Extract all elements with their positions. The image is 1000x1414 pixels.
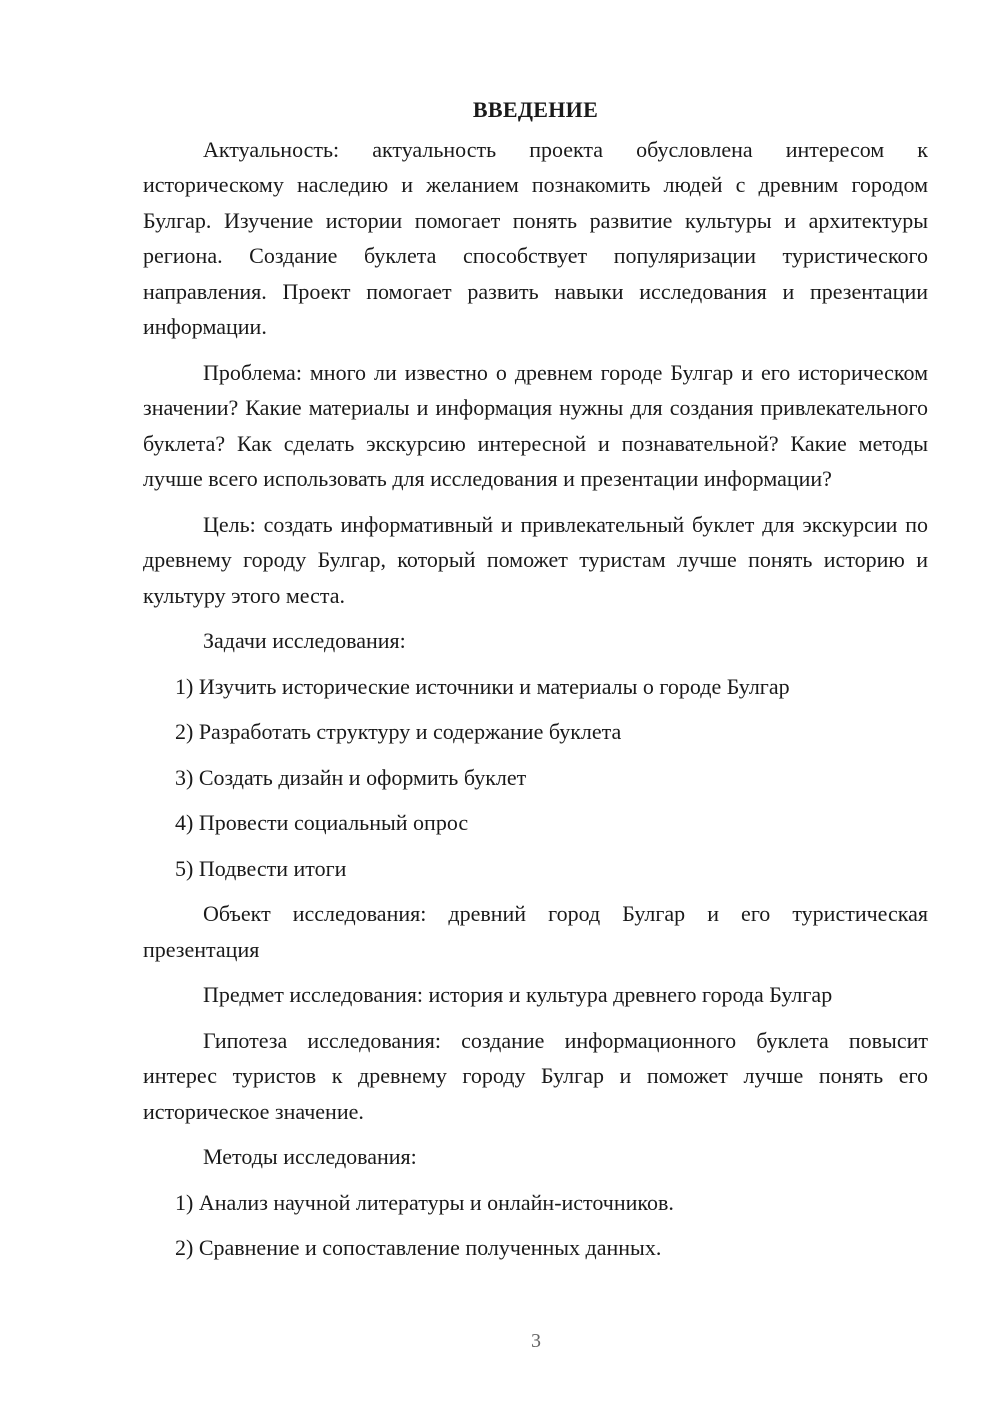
tasks-heading: Задачи исследования: (203, 628, 406, 653)
methods-heading: Методы исследования: (203, 1144, 417, 1169)
goal-paragraph: Цель: создать информативный и привлекательный буклет для экскурсии по древнему городу Булгар, который поможет туристам лучше понять историю и культуру этого места. (143, 511, 928, 608)
document-body (143, 92, 928, 1276)
task-item: 2) Разработать структуру и содержание буклета (175, 719, 622, 744)
subject-paragraph: Предмет исследования: история и культура древнего города Булгар (203, 982, 833, 1007)
task-item: 4) Провести социальный опрос (175, 810, 469, 835)
relevance-paragraph: Актуальность: актуальность проекта обусловлена интересом к историческому наследию и желанием познакомить людей с древним городом Булгар. Изучение истории помогает понять развитие культуры и архитектуры региона. Создание буклета способствует популяризации туристического направления. Проект помогает развить навыки исследования и презентации информации. (143, 136, 928, 339)
page-number: 3 (531, 1330, 541, 1352)
method-item: 1) Анализ научной литературы и онлайн-источников. (175, 1189, 674, 1215)
method-item: 2) Сравнение и сопоставление полученных данных. (175, 1235, 662, 1260)
task-item: 5) Подвести итоги (175, 855, 347, 881)
hypothesis-paragraph: Гипотеза исследования: создание информационного буклета повысит интерес туристов к древнему городу Булгар и поможет лучше понять его историческое значение. (143, 1027, 928, 1124)
section-title: ВВЕДЕНИЕ (472, 97, 599, 122)
object-paragraph: Объект исследования: древний город Булгар и его туристическая презентация (143, 901, 928, 962)
problem-paragraph: Проблема: много ли известно о древнем городе Булгар и его историческом значении? Какие материалы и информация нужны для создания привлекательного буклета? Как сделать экскурсию интересной и познавательной? Какие методы лучше всего использовать для исследования и презентации информации? (143, 359, 928, 491)
task-item: 3) Создать дизайн и оформить буклет (175, 764, 527, 790)
task-item: 1) Изучить исторические источники и материалы о городе Булгар (175, 673, 790, 699)
